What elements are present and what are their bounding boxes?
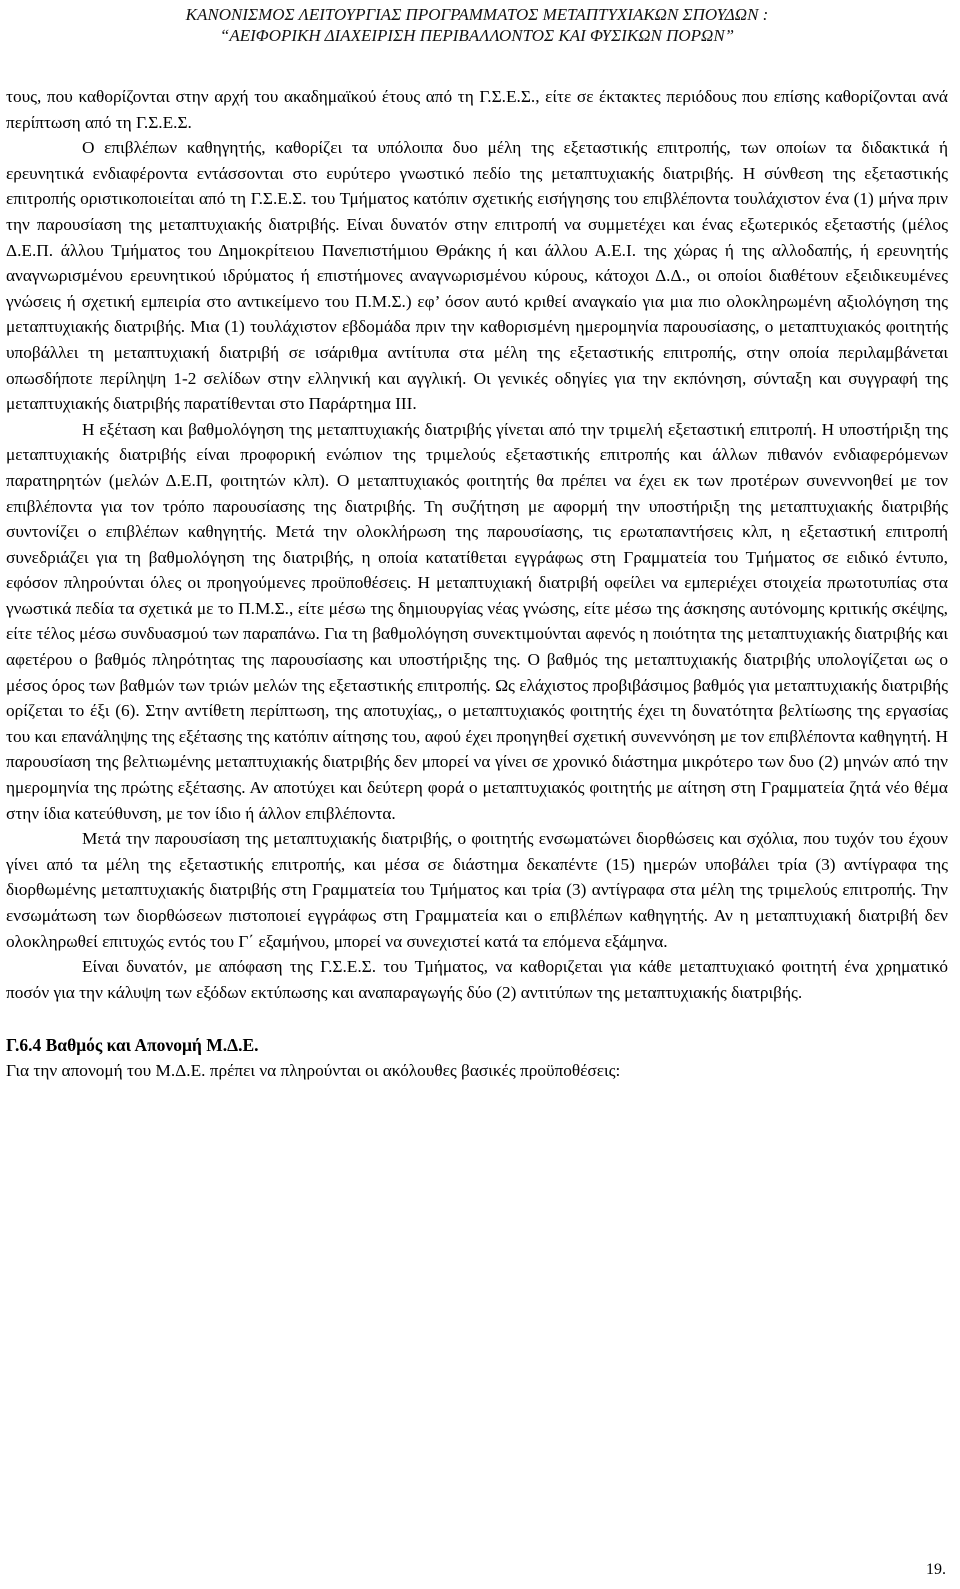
paragraph-corrections: Μετά την παρουσίαση της μεταπτυχιακής διατριβής, ο φοιτητής ενσωματώνει διορθώσεις και σχόλια, που τυχόν του έχουν γίνει από τα μέλη της εξεταστικής επιτροπής, και μέσα σε διάστημα δεκαπέντε (15) ημερών υποβάλει τρία (3) αντίγραφα της διορθωμένης μεταπτυχιακής διατριβής στη Γραμματεία του Τμήματος και τρία (3) αντίγραφα στα μέλη της τριμελούς επιτροπής. Την ενσωμάτωση των διορθώσεων πιστοποιεί εγγράφως στη Γραμματεία και ο επιβλέπων καθηγητής. Αν η μεταπτυχιακή διατριβή δεν ολοκληρωθεί επιτυχώς εντός του Γ΄ εξαμήνου, μπορεί να συνεχιστεί κατά τα επόμενα εξάμηνα.: [6, 829, 948, 951]
paragraph-examination: Η εξέταση και βαθμολόγηση της μεταπτυχιακής διατριβής γίνεται από την τριμελή εξεταστική επιτροπή. Η υποστήριξη της μεταπτυχιακής διατριβής είναι προφορική ενώπιον της τριμελούς εξεταστικής επιτροπής και άλλων πιθανόν ενδιαφερόμενων παρατηρητών (μελών Δ.Ε.Π, φοιτητών κλπ). Ο μεταπτυχιακός φοιτητής θα πρέπει να έχει εκ των προτέρων συνεννοηθεί με τον επιβλέποντα για τον τρόπο παρουσίασης της διατριβής. Τη συζήτηση με αφορμή την υποστήριξη της μεταπτυχιακής διατριβής συντονίζει ο επιβλέπων καθηγητής. Μετά την ολοκλήρωση της παρουσίασης, τις ερωταπαντήσεις κλπ, η εξεταστική επιτροπή συνεδριάζει για τη βαθμολόγηση της διατριβής, η οποία κατατίθεται εγγράφως στη Γραμματεία του Τμήματος σε ειδικό έντυπο, εφόσον πληρούνται όλες οι προηγούμενες προϋποθέσεις. Η μεταπτυχιακή διατριβή οφείλει να εμπεριέχει στοιχεία πρωτοτυπίας στα γνωστικά πεδία τα σχετικά με το Π.Μ.Σ., είτε μέσω της δημιουργίας νέας γνώσης, είτε μέσω της άσκησης αυτόνομης κριτικής σκέψης, είτε τέλος μέσω συνδυασμού των παραπάνω. Για τη βαθμολόγηση συνεκτιμούνται αφενός η ποιότητα της μεταπτυχιακής διατριβής και αφετέρου ο βαθμός πληρότητας της παρουσίασης και υποστήριξης της. Ο βαθμός της μεταπτυχιακής διατριβής υπολογίζεται ως ο μέσος όρος των βαθμών των τριών μελών της εξεταστικής επιτροπής. Ως ελάχιστος προβιβάσιμος βαθμός για μεταπτυχιακής διατριβής ορίζεται το έξι (6). Στην αντίθετη περίπτωση, της αποτυχίας,, ο μεταπτυχιακός φοιτητής έχει τη δυνατότητα βελτίωσης της εργασίας του και επανάληψης της εξέτασης της κατόπιν αίτησης του, αφού έχει προηγηθεί σχετική συνεννόηση με τον επιβλέποντα καθηγητή. Η παρουσίαση της βελτιωμένης μεταπτυχιακής διατριβής δεν μπορεί να γίνει σε χρονικό διάστημα μικρότερο των δυο (2) μηνών από την ημερομηνία της πρώτης εξέτασης. Αν αποτύχει και δεύτερη φορά ο μεταπτυχιακός φοιτητής με αίτηση στη Γραμματεία ζητά νέο θέμα στην ίδια κατεύθυνση, με τον ίδιο ή άλλον επιβλέποντα.: [6, 419, 948, 823]
page-number: 19.: [926, 1561, 946, 1578]
header-line-2: “ΑΕΙΦΟΡΙΚΗ ΔΙΑΧΕΙΡΙΣΗ ΠΕΡΙΒΑΛΛΟΝΤΟΣ ΚΑΙ ΦΥΣΙΚΩΝ ΠΟΡΩΝ”: [219, 26, 735, 45]
running-header: [6, 0, 948, 46]
paragraph-funding: Είναι δυνατόν, με απόφαση της Γ.Σ.Ε.Σ. του Τμήματος, να καθοριζεται για κάθε μεταπτυχιακό φοιτητή ένα χρηματικό ποσόν για την κάλυψη των εξόδων εκτύπωσης και αναπαραγωγής δύο (2) αντιτύπων της μεταπτυχιακής διατριβής.: [6, 957, 948, 1002]
paragraph-committee: Ο επιβλέπων καθηγητής, καθορίζει τα υπόλοιπα δυο μέλη της εξεταστικής επιτροπής, των οποίων τα διδακτικά ή ερευνητικά ενδιαφέροντα εντάσσονται στο ευρύτερο γνωστικό πεδίο της μεταπτυχιακής διατριβής. Η σύνθεση της εξεταστικής επιτροπής οριστικοποιείται από τη Γ.Σ.Ε.Σ. του Τμήματος κατόπιν σχετικής εισήγησης του επιβλέποντα τουλάχιστον ένα (1) μήνα πριν την παρουσίαση της μεταπτυχιακής διατριβής. Είναι δυνατόν στην επιτροπή να συμμετέχει και ένας εξωτερικός εξεταστής (μέλος Δ.Ε.Π. άλλου Τμήματος του Δημοκρίτειου Πανεπιστήμιου Θράκης ή και άλλου Α.Ε.Ι. της χώρας ή της αλλοδαπής, ή ερευνητής αναγνωρισμένου ερευνητικού ιδρύματος ή επιστήμονες αναγνωρισμένου κύρους, κάτοχοι Δ.Δ., οι οποίοι διαθέτουν εξειδικευμένες γνώσεις ή σχετική εμπειρία στο αντικείμενο του Π.Μ.Σ.) εφ’ όσον αυτό κριθεί αναγκαίο για μια πιο ολοκληρωμένη αξιολόγηση της μεταπτυχιακής διατριβής. Μια (1) τουλάχιστον εβδομάδα πριν την καθορισμένη ημερομηνία παρουσίασης, ο μεταπτυχιακός φοιτητής υποβάλλει τη μεταπτυχιακή διατριβή σε ισάριθμα αντίτυπα στα μέλη της εξεταστικής επιτροπής, στην οποία περιλαμβάνεται οπωσδήποτε περίληψη 1-2 σελίδων στην ελληνική και αγγλική. Οι γενικές οδηγίες για την εκπόνηση, σύνταξη και συγγραφή της μεταπτυχιακής διατριβής παρατίθενται στο Παράρτημα ΙΙΙ.: [6, 138, 948, 414]
header-line-1: ΚΑΝΟΝΙΣΜΟΣ ΛΕΙΤΟΥΡΓΙΑΣ ΠΡΟΓΡΑΜΜΑΤΟΣ ΜΕΤΑΠΤΥΧΙΑΚΩΝ ΣΠΟΥΔΩΝ :: [185, 5, 769, 24]
paragraph-continuation: τους, που καθορίζονται στην αρχή του ακαδημαϊκού έτους από τη Γ.Σ.Ε.Σ., είτε σε έκτακτες περιόδους που επίσης καθορίζονται ανά περίπτωση από τη Γ.Σ.Ε.Σ.: [6, 87, 948, 132]
document-body: [6, 84, 948, 1084]
section-intro: Για την απονομή του Μ.Δ.Ε. πρέπει να πληρούνται οι ακόλουθες βασικές προϋποθέσεις:: [6, 1061, 621, 1081]
section-heading: Γ.6.4 Βαθμός και Απονομή Μ.Δ.Ε.: [6, 1035, 259, 1056]
